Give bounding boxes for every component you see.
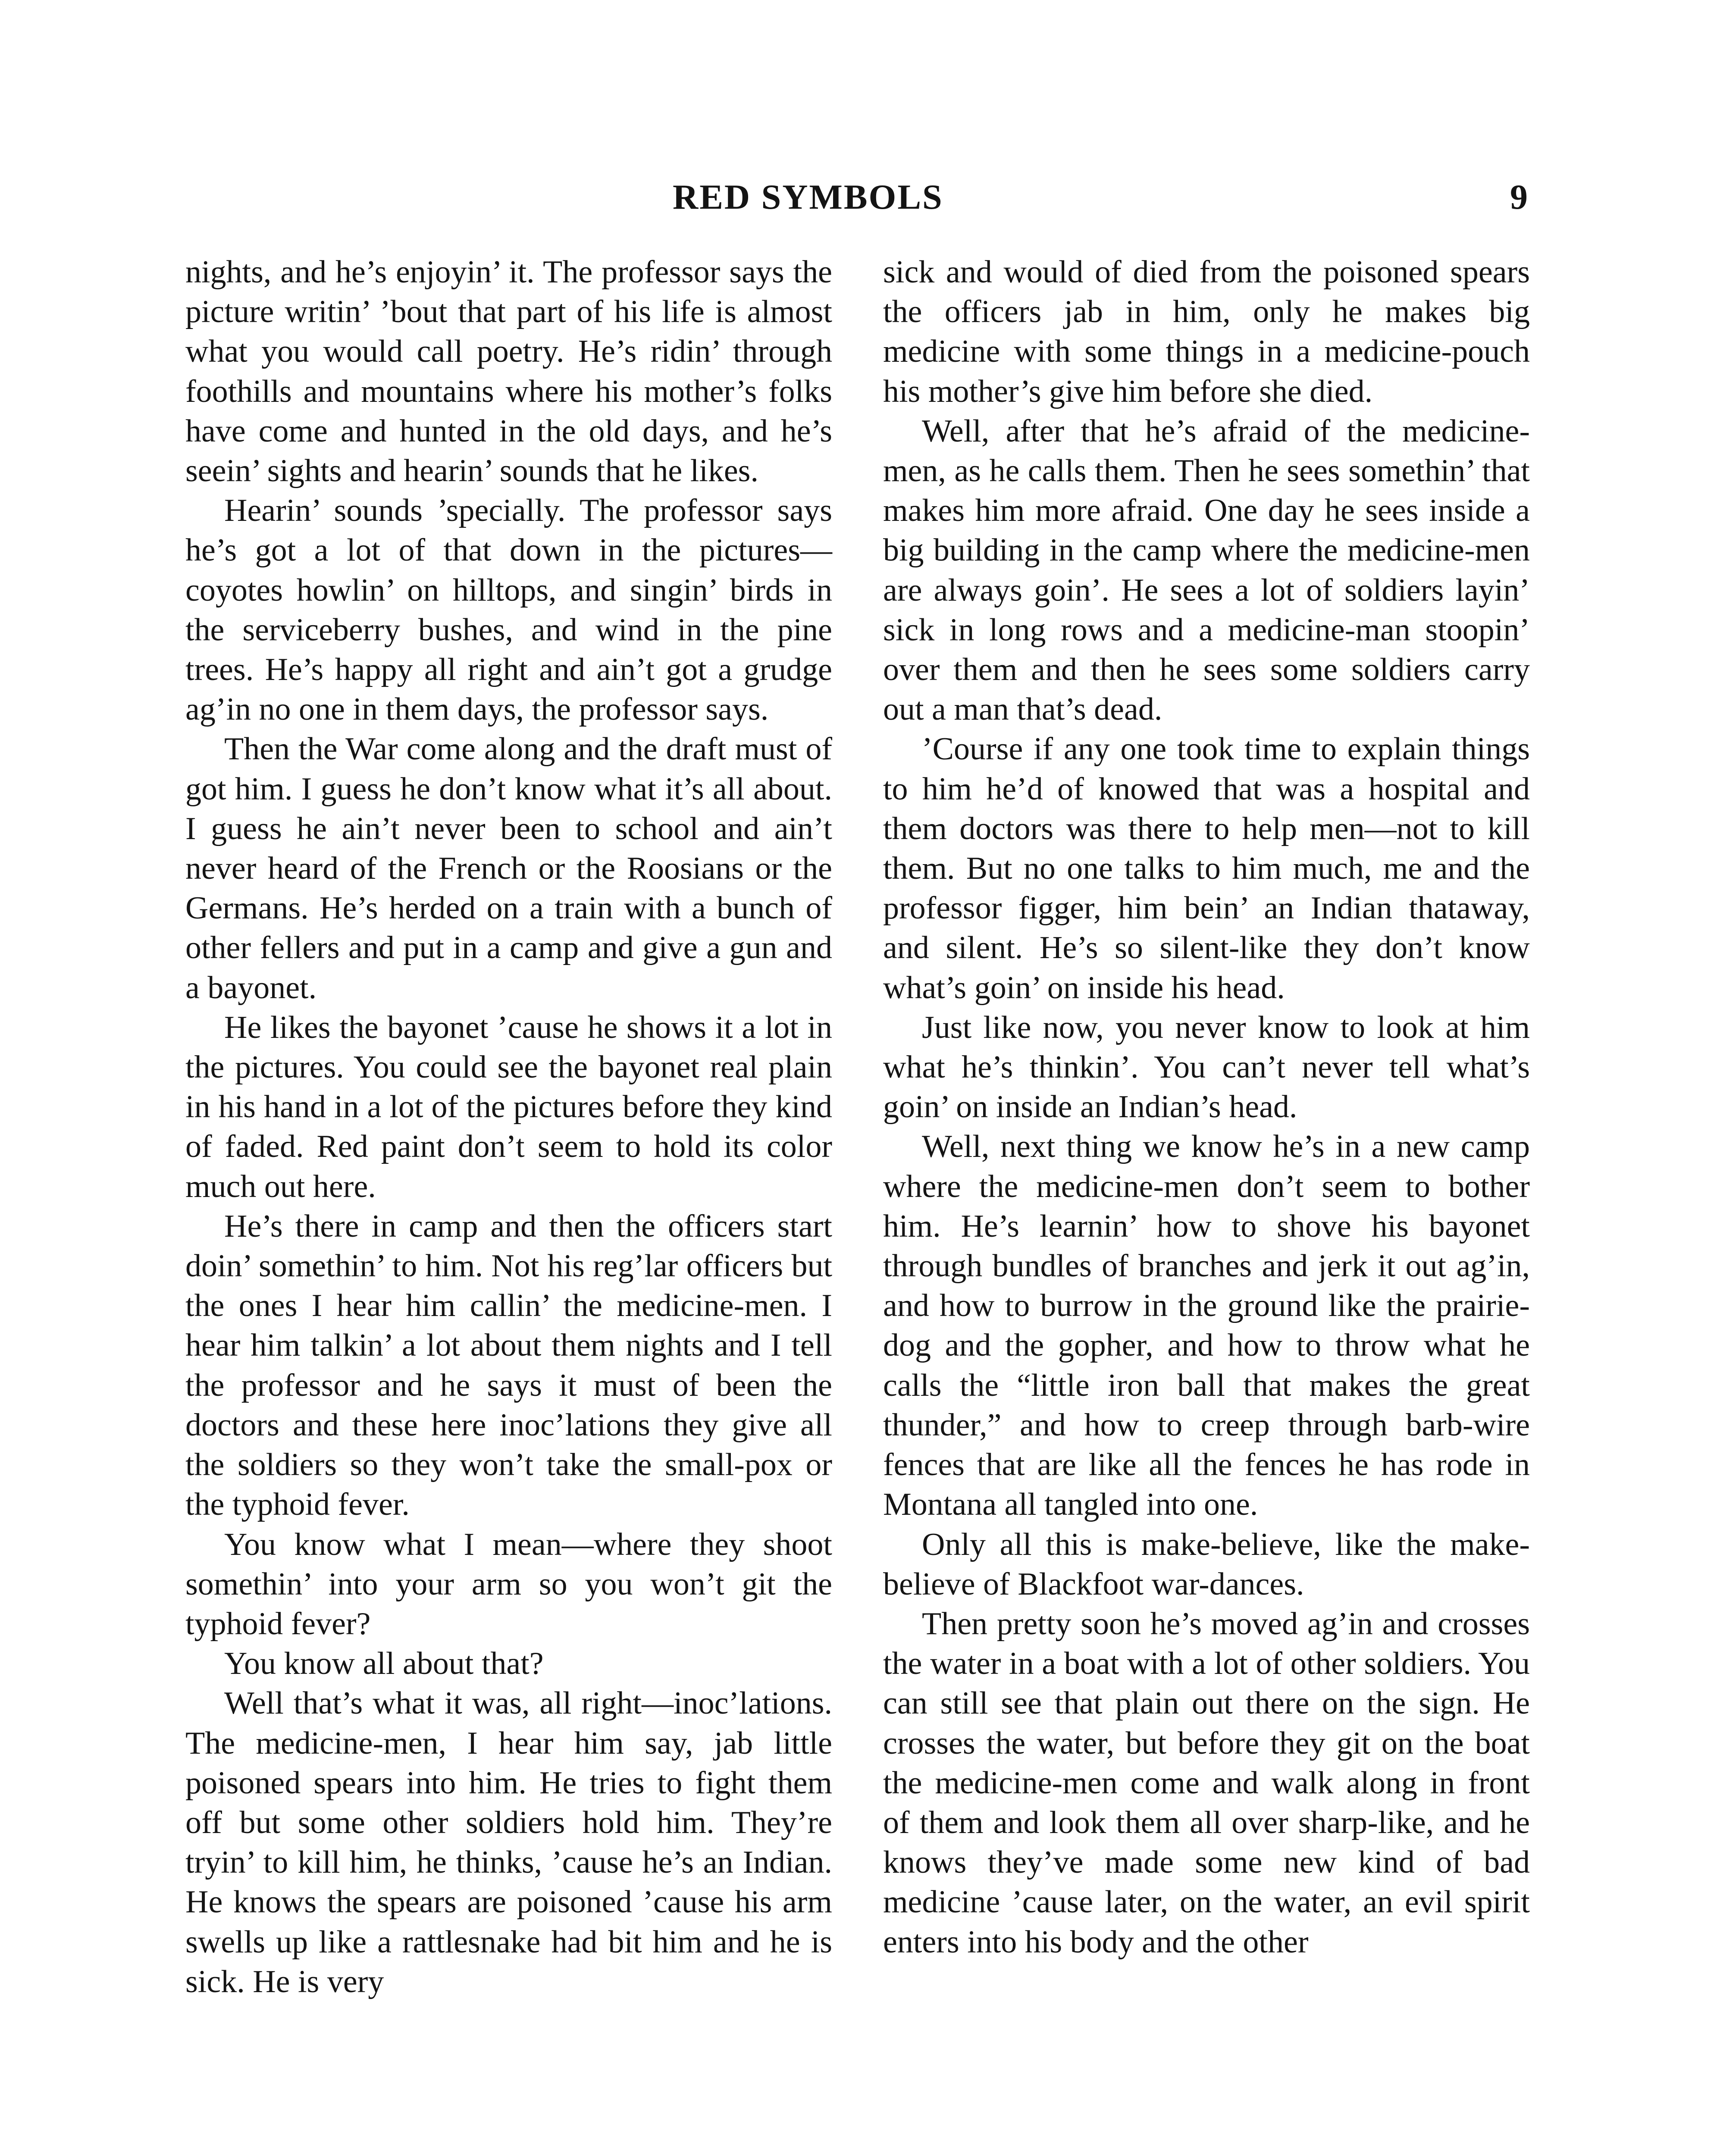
paragraph: Then pretty soon he’s moved ag’in and crosses the water in a boat with a lot of other soldiers. You can still see that plain out there on the sign. He crosses the water, but before they git on the boat the medicine-men come and walk along in front of them and look them all over sharp-like, and he knows they’ve made some new kind of bad medicine ’cause later, on the water, an evil spirit enters into his body and the other xyxy=(883,1606,1530,1960)
paragraph: You know what I mean—where they shoot somethin’ into your arm so you won’t git the typhoid fever? xyxy=(185,1526,832,1642)
paragraph: ’Course if any one took time to explain things to him he’d of knowed that was a hospital and them doctors was there to help men—not to kill them. But no one talks to him much, me and the professor figger, him bein’ an Indian thataway, and silent. He’s so silent-like they don’t know what’s goin’ on inside his head. xyxy=(883,731,1530,1006)
paragraph: He likes the bayonet ’cause he shows it a lot in the pictures. You could see the bayonet real plain in his hand in a lot of the pictures before they kind of faded. Red paint don’t seem to hold its color much out here. xyxy=(185,1009,832,1204)
paragraph: He’s there in camp and then the officers start doin’ somethin’ to him. Not his reg’lar officers but the ones I hear him callin’ the medicine-men. I hear him talkin’ a lot about them nights and I tell the professor and he says it must of been the doctors and these here inoc’lations they give all the soldiers so they won’t take the small-pox or the typhoid fever. xyxy=(185,1208,832,1523)
paragraph: Hearin’ sounds ’specially. The professor says he’s got a lot of that down in the pictures—coyotes howlin’ on hilltops, and singin’ birds in the serviceberry bushes, and wind in the pine trees. He’s happy all right and ain’t got a grudge ag’in no one in them days, the professor says. xyxy=(185,493,832,727)
running-head: RED SYMBOLS xyxy=(673,177,943,216)
paragraph: You know all about that? xyxy=(224,1646,544,1682)
page-header xyxy=(0,173,1717,221)
paragraph: nights, and he’s enjoyin’ it. The professor says the picture writin’ ’bout that part of his life is almost what you would call poetry. He’s ridin’ through foothills and mountains where his mother’s folks have come and hunted in the old days, and he’s seein’ sights and hearin’ sounds that he likes. xyxy=(185,254,832,489)
paragraph: Well, after that he’s afraid of the medicine-men, as he calls them. Then he sees somethin’ that makes him more afraid. One day he sees inside a big building in the camp where the medicine-men are always goin’. He sees a lot of soldiers layin’ sick in long rows and a medicine-man stoopin’ over them and then he sees some soldiers carry out a man that’s dead. xyxy=(883,413,1530,727)
page-number: 9 xyxy=(1510,177,1528,216)
left-column xyxy=(185,252,832,2002)
paragraph: Then the War come along and the draft must of got him. I guess he don’t know what it’s all about. I guess he ain’t never been to school and ain’t never heard of the French or the Roosians or the Germans. He’s herded on a train with a bunch of other fellers and put in a camp and give a gun and a bayonet. xyxy=(185,731,832,1006)
paragraph: Well, next thing we know he’s in a new camp where the medicine-men don’t seem to bother him. He’s learnin’ how to shove his bayonet through bundles of branches and jerk it out ag’in, and how to burrow in the ground like the prairie-dog and the gopher, and how to throw what he calls the “little iron ball that makes the great thunder,” and how to creep through barb-wire fences that are like all the fences he has rode in Montana all tangled into one. xyxy=(883,1129,1530,1523)
right-column xyxy=(883,252,1530,1962)
paragraph: Just like now, you never know to look at him what he’s thinkin’. You can’t never tell what’s goin’ on inside an Indian’s head. xyxy=(883,1009,1530,1125)
paragraph: sick and would of died from the poisoned spears the officers jab in him, only he makes big medicine with some things in a medicine-pouch his mother’s give him before she died. xyxy=(883,254,1530,409)
paragraph: Only all this is make-believe, like the make-believe of Blackfoot war-dances. xyxy=(883,1526,1530,1602)
paragraph: Well that’s what it was, all right—inoc’lations. The medicine-men, I hear him say, jab little poisoned spears into him. He tries to fight them off but some other soldiers hold him. They’re tryin’ to kill him, he thinks, ’cause he’s an Indian. He knows the spears are poisoned ’cause his arm swells up like a rattlesnake had bit him and he is sick. He is very xyxy=(185,1686,832,1999)
